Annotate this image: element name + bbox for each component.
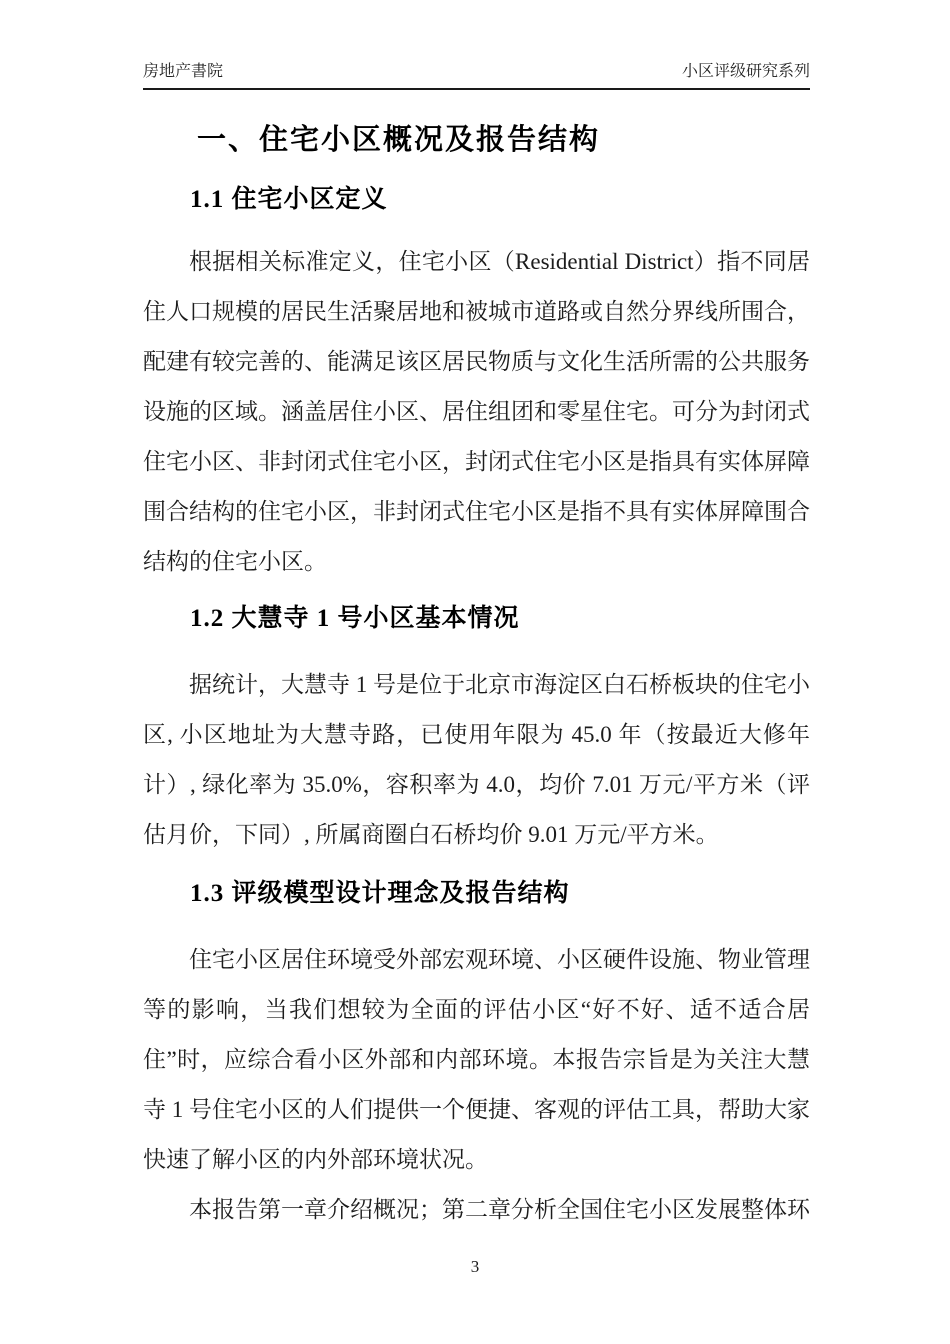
- paragraph-model-design: 住宅小区居住环境受外部宏观环境、小区硬件设施、物业管理等的影响，当我们想较为全面的评估小区“好不好、适不适合居住”时，应综合看小区外部和内部环境。本报告宗旨是为关注大慧寺 1 号住宅小区的人们提供一个便捷、客观的评估工具，帮助大家快速了解小区的内外部环境状况。: [143, 947, 810, 1172]
- header-left-text: 房地产書院: [143, 63, 224, 80]
- document-body: [143, 110, 810, 1235]
- section-heading-1-2: 1.2 大慧寺 1 号小区基本情况: [190, 605, 520, 632]
- header-right-text: 小区评级研究系列: [681, 63, 810, 80]
- chapter-title: 一、住宅小区概况及报告结构: [197, 124, 601, 156]
- page-number: 3: [470, 1257, 480, 1276]
- paragraph-definition: 根据相关标准定义，住宅小区（Residential District）指不同居住人口规模的居民生活聚居地和被城市道路或自然分界线所围合，配建有较完善的、能满足该区居民物质与文化生活所需的公共服务设施的区域。涵盖居住小区、居住组团和零星住宅。可分为封闭式住宅小区、非封闭式住宅小区，封闭式住宅小区是指具有实体屏障围合结构的住宅小区，非封闭式住宅小区是指不具有实体屏障围合结构的住宅小区。: [143, 249, 810, 574]
- section-heading-1-3: 1.3 评级模型设计理念及报告结构: [190, 880, 570, 907]
- section-heading-1-1: 1.1 住宅小区定义: [190, 186, 388, 213]
- paragraph-report-structure: 本报告第一章介绍概况；第二章分析全国住宅小区发展整体环: [189, 1197, 810, 1222]
- page-header: [143, 62, 810, 90]
- paragraph-community-basics: 据统计，大慧寺 1 号是位于北京市海淀区白石桥板块的住宅小区, 小区地址为大慧寺路，已使用年限为 45.0 年（按最近大修年计）, 绿化率为 35.0%，容积率为 4.0，均价 7.01 万元/平方米（评估月价，下同）, 所属商圈白石桥均价 9.01 万元/平方米。: [143, 672, 810, 847]
